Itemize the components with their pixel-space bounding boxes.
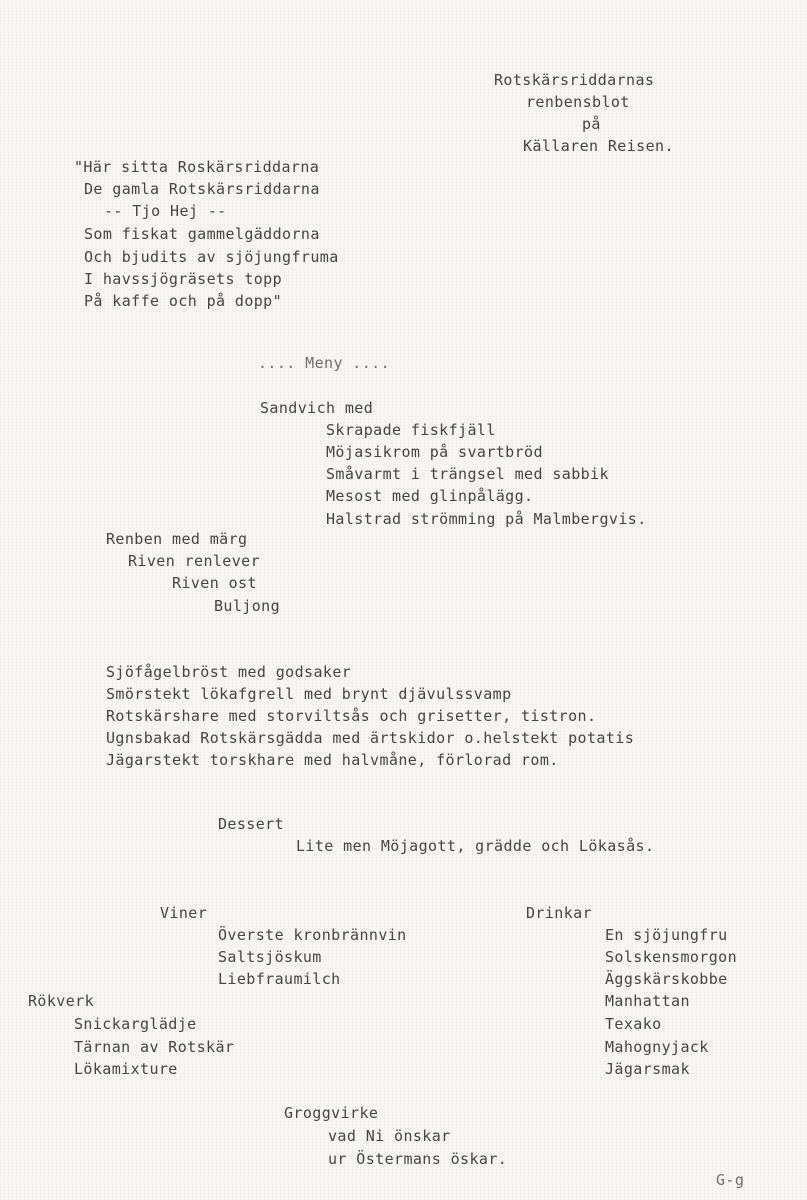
drink-item: En sjöjungfru <box>605 926 728 944</box>
header-line-2: renbensblot <box>526 93 630 111</box>
drink-item: Solskensmorgon <box>605 948 738 966</box>
dessert-label: Dessert <box>218 815 285 833</box>
wine-item: Liebfraumilch <box>218 970 341 988</box>
poem-line: Som fiskat gammelgäddorna <box>84 225 320 243</box>
header-line-1: Rotskärsriddarnas <box>494 71 655 89</box>
smoking-label: Rökverk <box>28 992 95 1010</box>
sandwich-item: Skrapade fiskfjäll <box>326 421 496 439</box>
wine-item: Överste kronbrännvin <box>218 926 407 944</box>
main-course: Jägarstekt torskhare med halvmåne, förlorad rom. <box>106 751 559 769</box>
renben-item: Riven renlever <box>128 552 261 570</box>
sandwich-item: Småvarmt i trängsel med sabbik <box>326 465 609 483</box>
main-course: Smörstekt lökafgrell med brynt djävulssvamp <box>106 685 512 703</box>
renben-item: Riven ost <box>172 574 257 592</box>
sandwich-label: Sandvich med <box>260 399 374 417</box>
grog-label: Groggvirke <box>284 1104 379 1122</box>
drink-item: Jägarsmak <box>605 1060 690 1078</box>
header-line-3: på <box>582 115 601 133</box>
main-course: Ugnsbakad Rotskärsgädda med ärtskidor o.helstekt potatis <box>106 729 635 747</box>
drink-item: Manhattan <box>605 992 690 1010</box>
wine-item: Saltsjöskum <box>218 948 322 966</box>
drink-item: Texako <box>605 1015 662 1033</box>
main-course: Rotskärshare med storviltsås och grisetter, tistron. <box>106 707 597 725</box>
signature: G-g <box>716 1171 745 1189</box>
smoking-item: Tärnan av Rotskär <box>74 1038 235 1056</box>
smoking-item: Lökamixture <box>74 1060 178 1078</box>
renben-item: Renben med märg <box>106 530 248 548</box>
dessert-text: Lite men Möjagott, grädde och Lökasås. <box>296 837 655 855</box>
sandwich-item: Mesost med glinpålägg. <box>326 487 534 505</box>
grog-line: ur Östermans öskar. <box>328 1150 508 1168</box>
drink-item: Äggskärskobbe <box>605 970 728 988</box>
menu-heading: .... Meny .... <box>258 354 391 372</box>
drink-item: Mahognyjack <box>605 1038 709 1056</box>
poem-line: "Här sitta Roskärsriddarna <box>74 158 320 176</box>
poem-line: -- Tjo Hej -- <box>104 202 227 220</box>
poem-line: De gamla Rotskärsriddarna <box>84 180 320 198</box>
grog-line: vad Ni önskar <box>328 1127 451 1145</box>
main-course: Sjöfågelbröst med godsaker <box>106 663 352 681</box>
header-line-4: Källaren Reisen. <box>523 137 674 155</box>
wines-label: Viner <box>160 904 208 922</box>
sandwich-item: Halstrad strömming på Malmbergvis. <box>326 510 647 528</box>
poem-line: På kaffe och på dopp" <box>84 292 283 310</box>
poem-line: Och bjudits av sjöjungfruma <box>84 248 339 266</box>
renben-item: Buljong <box>214 597 281 615</box>
smoking-item: Snickarglädje <box>74 1015 197 1033</box>
drinks-label: Drinkar <box>526 904 593 922</box>
sandwich-item: Möjasikrom på svartbröd <box>326 443 543 461</box>
poem-line: I havssjögräsets topp <box>84 270 283 288</box>
